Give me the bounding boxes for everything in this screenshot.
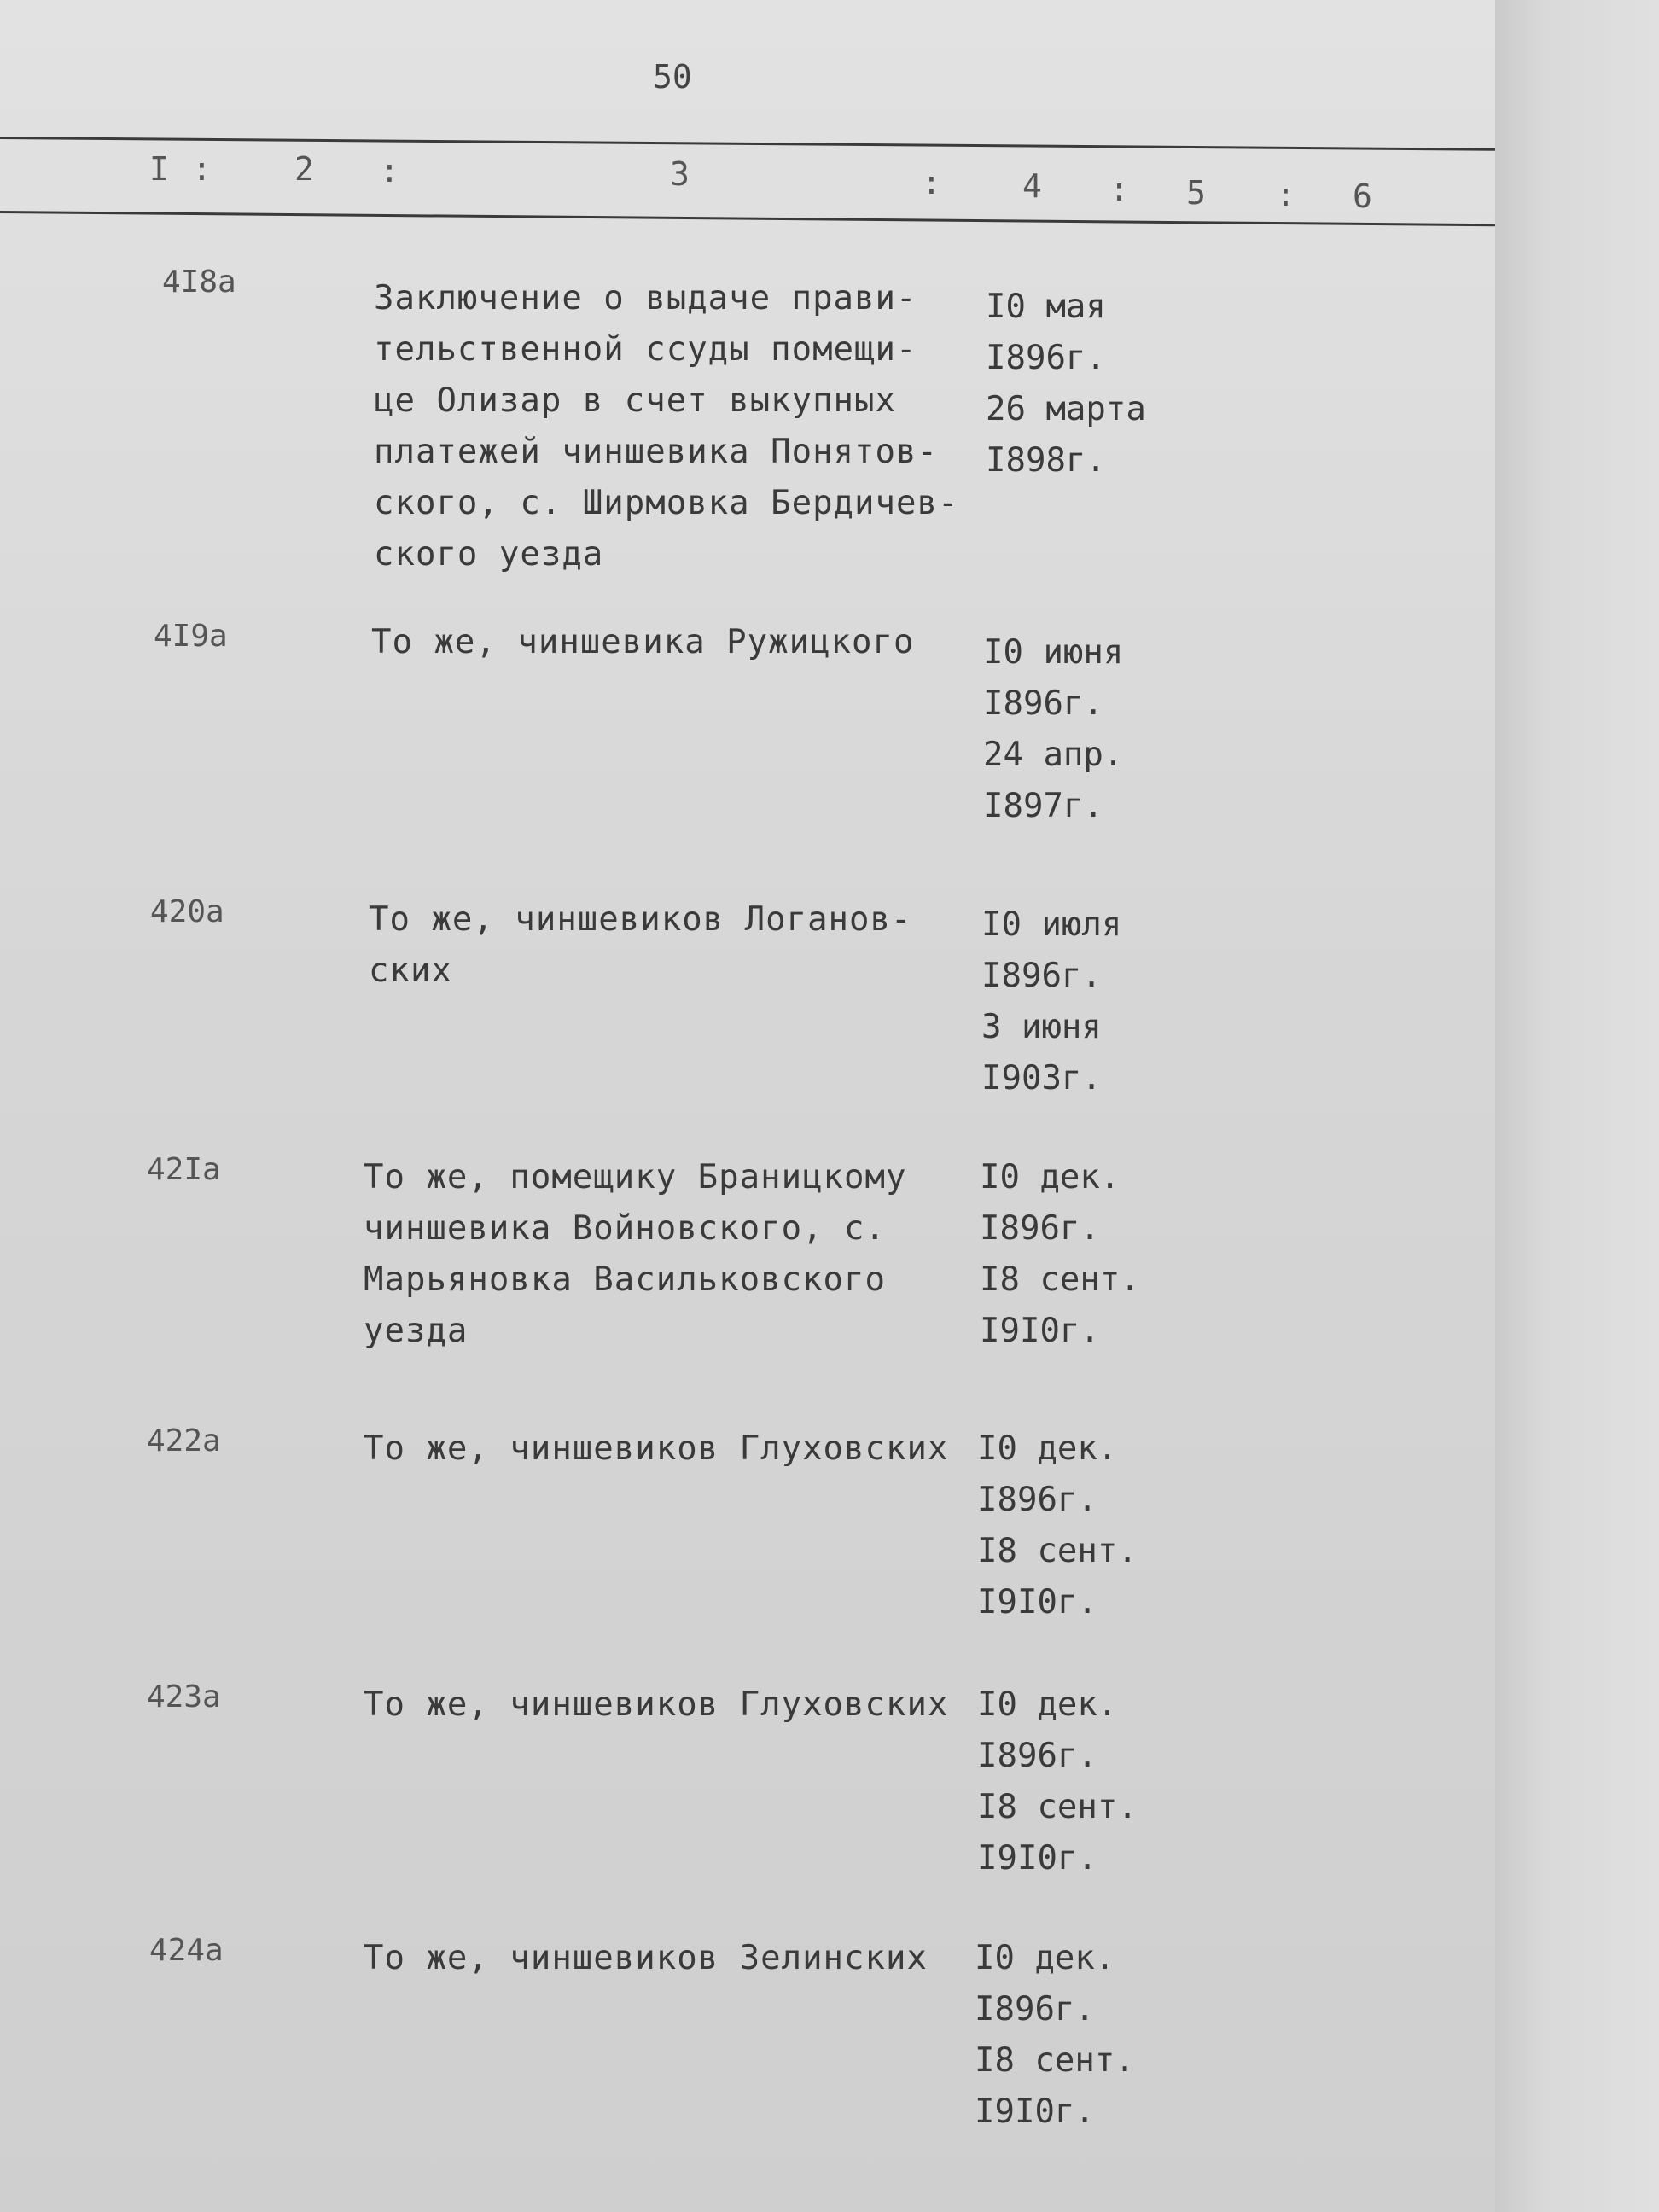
description-line: тельственной ссуды помещи- — [374, 330, 917, 369]
row-dates — [977, 1679, 1199, 1884]
date-line: I0 июня — [983, 633, 1124, 672]
column-header-3: 3 — [670, 155, 690, 193]
row-description — [364, 1423, 978, 1475]
description-line: уезда — [364, 1312, 469, 1350]
description-line: ских — [369, 952, 452, 990]
date-line: 24 апр. — [983, 736, 1124, 774]
column-separator: : — [922, 164, 941, 201]
row-number: 422a — [147, 1423, 221, 1458]
description-line: це Олизар в счет выкупных — [374, 381, 896, 420]
row-number: 4I9a — [154, 619, 228, 654]
date-line: I0 дек. — [977, 1685, 1118, 1724]
column-separator: : — [380, 152, 399, 189]
row-description — [374, 273, 988, 580]
description-line: То же, чиншевиков Глуховских — [364, 1429, 949, 1468]
row-description — [364, 1933, 978, 1984]
header-rule-top — [0, 137, 1495, 151]
column-header-5: 5 — [1186, 174, 1206, 212]
date-line: I0 дек. — [980, 1158, 1121, 1196]
date-line: I0 дек. — [977, 1429, 1118, 1468]
description-line: ского, с. Ширмовка Бердичев- — [374, 484, 959, 522]
date-line: I8 сент. — [977, 1532, 1138, 1570]
row-number: 420a — [150, 894, 224, 929]
page-right-margin — [1495, 0, 1659, 2212]
date-line: I896г. — [977, 1737, 1097, 1775]
row-number: 424a — [149, 1933, 224, 1968]
row-number: 4I8a — [162, 265, 236, 300]
column-header-1: I — [149, 150, 169, 188]
row-dates — [986, 282, 1208, 486]
description-line: То же, чиншевиков Зелинских — [364, 1939, 928, 1977]
column-header-4: 4 — [1022, 167, 1042, 205]
date-line: I8 сент. — [980, 1260, 1140, 1299]
column-separator: : — [1109, 171, 1129, 208]
description-line: То же, чиншевиков Логанов- — [369, 900, 912, 939]
column-header-6: 6 — [1353, 178, 1372, 215]
date-line: I9I0г. — [980, 1312, 1100, 1350]
date-line: I896г. — [977, 1481, 1097, 1519]
date-line: I0 мая — [986, 288, 1106, 326]
row-description — [369, 894, 983, 997]
date-line: I0 июля — [981, 905, 1122, 944]
row-number: 42Ia — [147, 1152, 221, 1187]
description-line: ского уезда — [374, 535, 604, 573]
row-dates — [977, 1423, 1199, 1628]
date-line: 3 июня — [981, 1008, 1102, 1046]
date-line: I903г. — [981, 1059, 1102, 1097]
header-rule-bottom — [0, 211, 1495, 226]
column-separator: : — [192, 150, 212, 188]
date-line: I897г. — [983, 787, 1103, 825]
date-line: 26 марта — [986, 390, 1146, 428]
row-number: 423a — [147, 1679, 221, 1714]
description-line: Марьяновка Васильковского — [364, 1260, 886, 1299]
date-line: I896г. — [983, 684, 1103, 723]
date-line: I896г. — [980, 1209, 1100, 1248]
description-line: То же, помещику Браницкому — [364, 1158, 907, 1196]
row-dates — [981, 899, 1203, 1104]
row-description — [364, 1152, 978, 1357]
description-line: То же, чиншевиков Глуховских — [364, 1685, 949, 1724]
date-line: I8 сент. — [977, 1788, 1138, 1826]
description-line: Заключение о выдаче прави- — [374, 279, 917, 317]
column-separator: : — [1276, 176, 1295, 213]
description-line: платежей чиншевика Понятов- — [374, 433, 938, 471]
page-number: 50 — [653, 58, 692, 96]
column-header-2: 2 — [294, 150, 314, 188]
row-dates — [983, 627, 1205, 832]
row-dates — [975, 1933, 1196, 2138]
date-line: I898г. — [986, 441, 1106, 480]
row-description — [364, 1679, 978, 1731]
description-line: То же, чиншевика Ружицкого — [371, 623, 915, 661]
date-line: I8 сент. — [975, 2041, 1135, 2080]
date-line: I896г. — [986, 339, 1106, 377]
date-line: I9I0г. — [975, 2093, 1095, 2131]
date-line: I896г. — [975, 1990, 1095, 2029]
date-line: I0 дек. — [975, 1939, 1115, 1977]
row-description — [371, 617, 986, 668]
description-line: чиншевика Войновского, с. — [364, 1209, 886, 1248]
date-line: I896г. — [981, 957, 1102, 995]
date-line: I9I0г. — [977, 1583, 1097, 1621]
row-dates — [980, 1152, 1202, 1357]
date-line: I9I0г. — [977, 1839, 1097, 1877]
